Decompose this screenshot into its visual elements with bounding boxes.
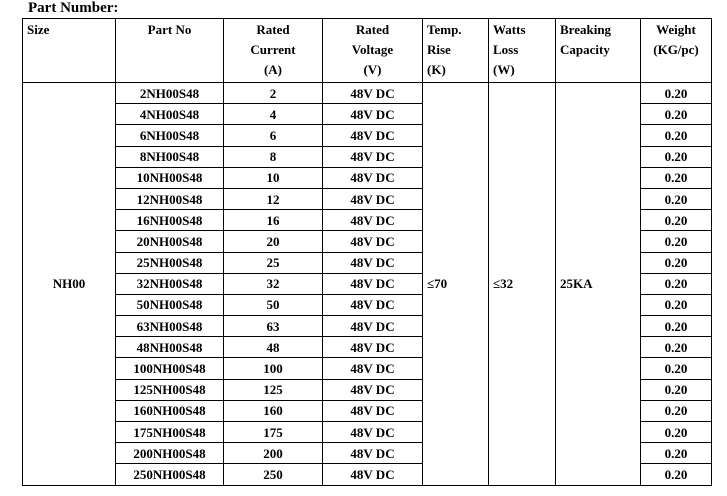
- rated-current-cell: 25: [224, 252, 323, 273]
- temp-rise-cell: ≤70: [423, 83, 489, 486]
- weight-cell: 0.20: [641, 294, 712, 315]
- header-line: Rated: [256, 22, 290, 37]
- weight-cell: 0.20: [641, 358, 712, 379]
- header-line: Current: [250, 42, 296, 57]
- header-line: Rise: [427, 42, 451, 57]
- rated-current-cell: 8: [224, 146, 323, 167]
- rated-voltage-cell: 48V DC: [323, 104, 423, 125]
- rated-voltage-cell: 48V DC: [323, 83, 423, 104]
- part-no-cell: 25NH00S48: [116, 252, 224, 273]
- rated-current-cell: 175: [224, 422, 323, 443]
- rated-current-cell: 6: [224, 125, 323, 146]
- rated-voltage-cell: 48V DC: [323, 337, 423, 358]
- weight-cell: 0.20: [641, 443, 712, 464]
- weight-cell: 0.20: [641, 252, 712, 273]
- part-no-cell: 12NH00S48: [116, 188, 224, 209]
- header-line: (K): [427, 62, 446, 77]
- rated-current-cell: 48: [224, 337, 323, 358]
- part-no-cell: 32NH00S48: [116, 273, 224, 294]
- weight-cell: 0.20: [641, 422, 712, 443]
- weight-cell: 0.20: [641, 464, 712, 485]
- weight-cell: 0.20: [641, 104, 712, 125]
- part-no-cell: 100NH00S48: [116, 358, 224, 379]
- header-size-label: Size: [27, 22, 50, 37]
- part-no-cell: 250NH00S48: [116, 464, 224, 485]
- part-no-cell: 63NH00S48: [116, 316, 224, 337]
- rated-voltage-cell: 48V DC: [323, 252, 423, 273]
- weight-cell: 0.20: [641, 167, 712, 188]
- part-no-cell: 48NH00S48: [116, 337, 224, 358]
- rated-voltage-cell: 48V DC: [323, 125, 423, 146]
- rated-current-cell: 160: [224, 400, 323, 421]
- header-part-no-label: Part No: [147, 22, 192, 37]
- rated-current-cell: 4: [224, 104, 323, 125]
- rated-current-cell: 200: [224, 443, 323, 464]
- weight-cell: 0.20: [641, 337, 712, 358]
- rated-voltage-cell: 48V DC: [323, 273, 423, 294]
- rated-current-cell: 20: [224, 231, 323, 252]
- header-watts-loss: [489, 19, 556, 83]
- header-line: Capacity: [560, 42, 610, 57]
- rated-current-cell: 2: [224, 83, 323, 104]
- part-no-cell: 175NH00S48: [116, 422, 224, 443]
- rated-voltage-cell: 48V DC: [323, 316, 423, 337]
- part-no-cell: 125NH00S48: [116, 379, 224, 400]
- header-temp-rise: [423, 19, 489, 83]
- rated-voltage-cell: 48V DC: [323, 400, 423, 421]
- rated-current-cell: 100: [224, 358, 323, 379]
- rated-voltage-cell: 48V DC: [323, 294, 423, 315]
- rated-current-cell: 10: [224, 167, 323, 188]
- weight-cell: 0.20: [641, 273, 712, 294]
- table-body: [23, 83, 712, 486]
- header-line: Loss: [493, 42, 519, 57]
- weight-cell: 0.20: [641, 188, 712, 209]
- header-line: Breaking: [560, 22, 612, 37]
- header-weight: [641, 19, 712, 83]
- part-no-cell: 6NH00S48: [116, 125, 224, 146]
- part-no-cell: 8NH00S48: [116, 146, 224, 167]
- header-breaking-capacity: [556, 19, 641, 83]
- rated-voltage-cell: 48V DC: [323, 231, 423, 252]
- header-line: (A): [263, 62, 283, 77]
- part-no-cell: 2NH00S48: [116, 83, 224, 104]
- rated-voltage-cell: 48V DC: [323, 167, 423, 188]
- header-size: [23, 19, 116, 83]
- header-line: Temp.: [427, 22, 462, 37]
- part-no-cell: 4NH00S48: [116, 104, 224, 125]
- part-no-cell: 20NH00S48: [116, 231, 224, 252]
- weight-cell: 0.20: [641, 379, 712, 400]
- rated-current-cell: 63: [224, 316, 323, 337]
- header-row: [23, 19, 712, 83]
- rated-current-cell: 250: [224, 464, 323, 485]
- header-line: (KG/pc): [653, 42, 699, 57]
- part-no-cell: 160NH00S48: [116, 400, 224, 421]
- part-no-cell: 50NH00S48: [116, 294, 224, 315]
- rated-voltage-cell: 48V DC: [323, 422, 423, 443]
- header-rated-current: [224, 19, 323, 83]
- header-rated-voltage: [323, 19, 423, 83]
- watts-loss-cell: ≤32: [489, 83, 556, 486]
- weight-cell: 0.20: [641, 400, 712, 421]
- rated-current-cell: 16: [224, 210, 323, 231]
- header-line: (W): [493, 62, 515, 77]
- rated-current-cell: 125: [224, 379, 323, 400]
- rated-voltage-cell: 48V DC: [323, 464, 423, 485]
- header-line: (V): [363, 62, 382, 77]
- part-number-table: [22, 18, 712, 486]
- part-no-cell: 200NH00S48: [116, 443, 224, 464]
- header-line: Rated: [355, 22, 390, 37]
- part-no-cell: 10NH00S48: [116, 167, 224, 188]
- section-title: Part Number:: [28, 0, 119, 16]
- size-cell: NH00: [23, 83, 116, 486]
- rated-current-cell: 50: [224, 294, 323, 315]
- rated-voltage-cell: 48V DC: [323, 188, 423, 209]
- header-line: Weight: [656, 22, 696, 37]
- weight-cell: 0.20: [641, 210, 712, 231]
- rated-current-cell: 12: [224, 188, 323, 209]
- weight-cell: 0.20: [641, 231, 712, 252]
- rated-current-cell: 32: [224, 273, 323, 294]
- weight-cell: 0.20: [641, 146, 712, 167]
- header-line: Voltage: [351, 42, 394, 57]
- rated-voltage-cell: 48V DC: [323, 146, 423, 167]
- weight-cell: 0.20: [641, 83, 712, 104]
- header-part-no: [116, 19, 224, 83]
- breaking-capacity-cell: 25KA: [556, 83, 641, 486]
- header-line: Watts: [493, 22, 526, 37]
- weight-cell: 0.20: [641, 125, 712, 146]
- rated-voltage-cell: 48V DC: [323, 358, 423, 379]
- rated-voltage-cell: 48V DC: [323, 210, 423, 231]
- table-row: [23, 83, 712, 104]
- rated-voltage-cell: 48V DC: [323, 379, 423, 400]
- weight-cell: 0.20: [641, 316, 712, 337]
- rated-voltage-cell: 48V DC: [323, 443, 423, 464]
- part-no-cell: 16NH00S48: [116, 210, 224, 231]
